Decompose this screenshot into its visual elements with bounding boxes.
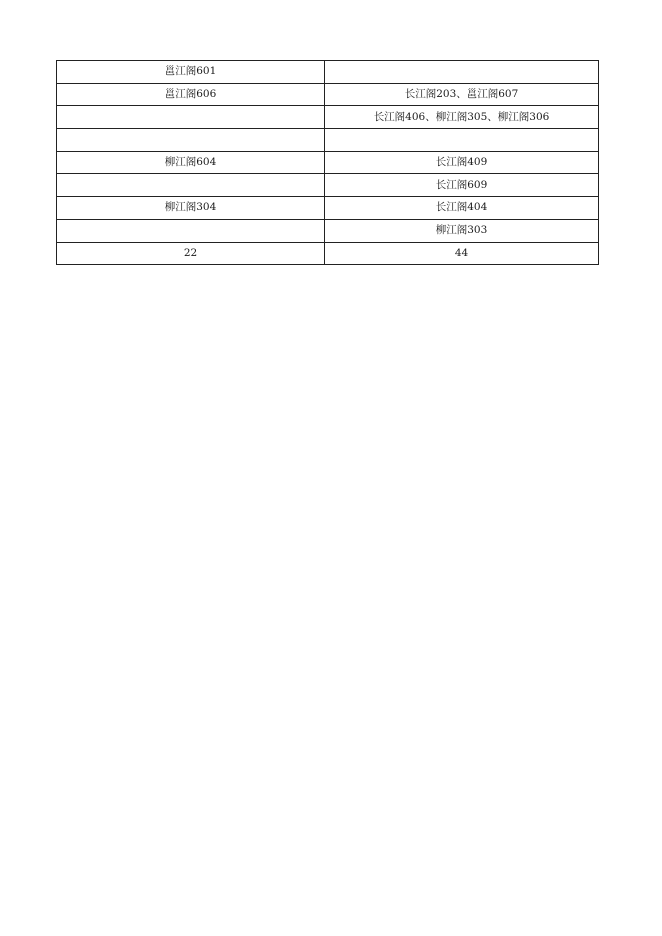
table-cell-col-b — [325, 61, 599, 84]
table-cell-col-b: 长江阁409 — [325, 151, 599, 174]
table-cell-col-b: 长江阁203、邕江阁607 — [325, 83, 599, 106]
table-cell-col-b: 长江阁406、柳江阁305、柳江阁306 — [325, 106, 599, 129]
table-cell-col-a — [57, 174, 325, 197]
table-row — [57, 174, 599, 197]
table-cell-col-a: 邕江阁601 — [57, 61, 325, 84]
table-row — [57, 197, 599, 220]
table-cell-col-b: 柳江阁303 — [325, 219, 599, 242]
table-cell-col-a: 柳江阁304 — [57, 197, 325, 220]
table-cell-col-a — [57, 219, 325, 242]
total-count-col-a: 22 — [57, 242, 325, 265]
table-cell-col-b — [325, 129, 599, 152]
table-row — [57, 106, 599, 129]
table-cell-col-a: 柳江阁604 — [57, 151, 325, 174]
room-list-table — [56, 60, 599, 265]
table-row — [57, 129, 599, 152]
table-cell-col-a: 邕江阁606 — [57, 83, 325, 106]
table-total-row — [57, 242, 599, 265]
table-cell-col-a — [57, 106, 325, 129]
table-cell-col-b: 长江阁404 — [325, 197, 599, 220]
table-row — [57, 83, 599, 106]
table-row — [57, 151, 599, 174]
total-count-col-b: 44 — [325, 242, 599, 265]
table-cell-col-a — [57, 129, 325, 152]
table-cell-col-b: 长江阁609 — [325, 174, 599, 197]
table-row — [57, 219, 599, 242]
table-row — [57, 61, 599, 84]
